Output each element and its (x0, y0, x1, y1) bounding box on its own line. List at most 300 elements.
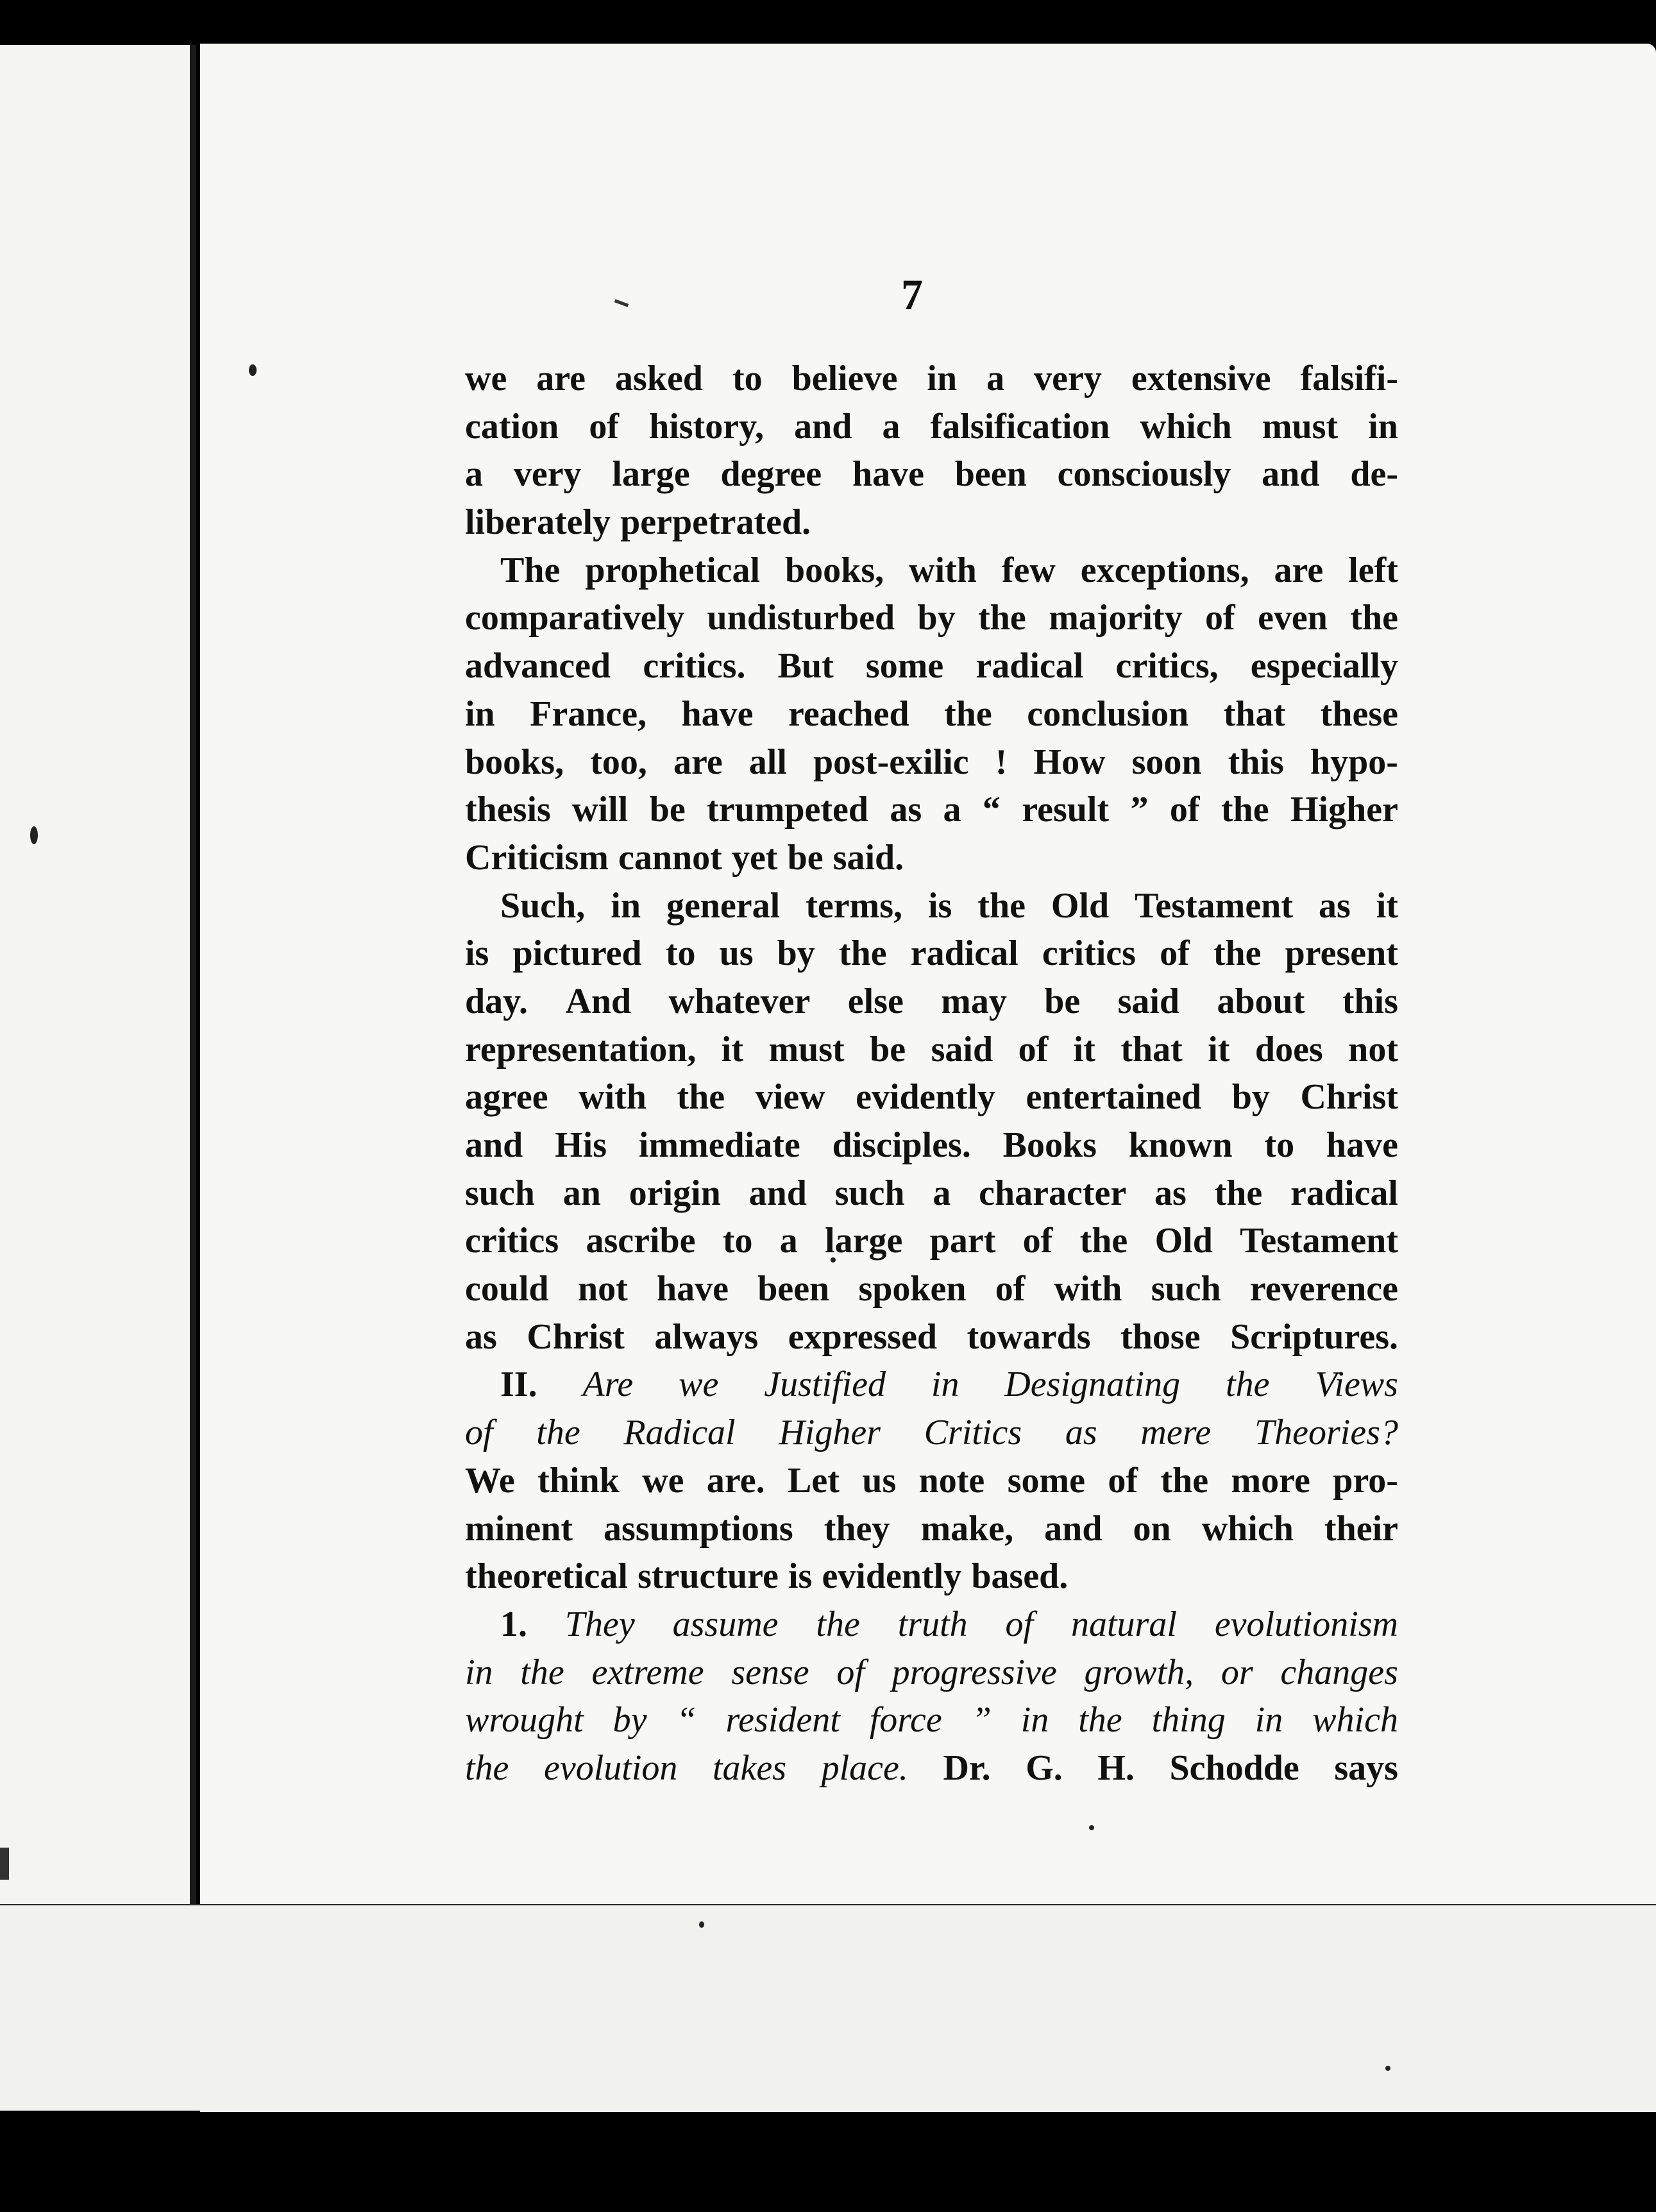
word: evidently (822, 1556, 962, 1597)
word: natural (1071, 1604, 1177, 1644)
word: books, (785, 550, 884, 590)
word: the (465, 1748, 509, 1788)
scan-speck (1089, 1825, 1094, 1830)
word: evolution (544, 1748, 678, 1788)
word: have (681, 693, 754, 734)
word: Are (582, 1365, 634, 1405)
word: character (979, 1173, 1127, 1213)
word: an (562, 1173, 601, 1213)
text-line (465, 355, 1398, 403)
word: ascribe (586, 1221, 696, 1261)
text-line (465, 882, 1398, 930)
word: thing (1151, 1700, 1226, 1740)
word: radical (976, 646, 1084, 686)
word: the (978, 598, 1026, 638)
word: pictured (512, 933, 642, 974)
word: as (1065, 1413, 1097, 1453)
word: could (465, 1269, 549, 1309)
word: with (1054, 1269, 1122, 1309)
word: those (1120, 1316, 1201, 1357)
word: to (665, 933, 696, 974)
word: and (748, 1173, 807, 1213)
word: some (865, 646, 944, 686)
word: by (777, 933, 815, 974)
word: Testament (1135, 885, 1293, 926)
word: Theories? (1255, 1413, 1398, 1453)
word: radical (1290, 1173, 1398, 1213)
word: prophetical (585, 550, 761, 590)
word: The (500, 550, 561, 590)
word: spoken (858, 1269, 967, 1309)
text-line (465, 547, 1398, 595)
word: pro- (1333, 1460, 1398, 1501)
text-line (465, 738, 1398, 787)
word: disciples. (832, 1125, 971, 1165)
word: that (1120, 1029, 1183, 1069)
word: said (1117, 981, 1180, 1021)
word: Testament (1240, 1221, 1398, 1261)
word: in (611, 885, 641, 926)
word: are (1274, 550, 1324, 590)
word: be (1044, 981, 1081, 1021)
word: the (1160, 1460, 1209, 1501)
word: immediate (638, 1125, 800, 1165)
word: H. (1097, 1748, 1135, 1788)
word: very (1034, 359, 1102, 398)
word: We (465, 1460, 515, 1501)
word: expressed (788, 1316, 938, 1357)
word: says (1334, 1748, 1398, 1788)
word: it (721, 1029, 744, 1069)
word: have (656, 1269, 729, 1309)
word: will (572, 790, 629, 830)
word: even (1258, 598, 1328, 638)
word: Scriptures. (1230, 1316, 1398, 1357)
word: His (555, 1125, 607, 1165)
word: which (1140, 406, 1232, 447)
word: post-exilic (813, 742, 969, 782)
word: they (824, 1508, 890, 1549)
word: wrought (465, 1700, 584, 1740)
word: assumptions (604, 1508, 793, 1549)
word: a (943, 790, 961, 830)
word: And (565, 981, 632, 1021)
word: France, (530, 693, 647, 734)
word: in (1255, 1700, 1283, 1740)
word: perpetrated. (620, 502, 811, 543)
text-line (465, 1026, 1398, 1074)
word: terms, (806, 885, 902, 926)
word: not (1348, 1029, 1398, 1069)
word: general (666, 885, 781, 926)
word: based. (971, 1556, 1069, 1597)
word: majority (1049, 598, 1183, 638)
word: which (1312, 1700, 1398, 1740)
word: II. (500, 1365, 537, 1405)
word: known (1128, 1125, 1233, 1165)
word: How (1033, 742, 1106, 782)
word: always (654, 1316, 759, 1357)
text-line (465, 1409, 1398, 1457)
word: of (995, 1269, 1026, 1309)
text-line (465, 690, 1398, 738)
word: us (719, 933, 754, 974)
word: the (944, 693, 992, 734)
word: is (788, 1556, 813, 1597)
word: and (1262, 454, 1320, 495)
word: thesis (465, 790, 551, 830)
word: by (917, 598, 956, 638)
word: Radical (623, 1413, 736, 1453)
word: as (1154, 1173, 1187, 1213)
scan-speck (249, 364, 257, 376)
word: comparatively (465, 598, 685, 638)
word: think (537, 1460, 620, 1501)
text-line (465, 1217, 1398, 1265)
scan-speck (1385, 2066, 1390, 2071)
word: of (1022, 1221, 1053, 1261)
word: be (787, 837, 824, 878)
word: mere (1140, 1413, 1212, 1453)
word: result (1022, 790, 1110, 830)
word: their (1324, 1508, 1398, 1549)
word: of (1108, 1460, 1138, 1501)
word: soon (1131, 742, 1202, 782)
word: Old (1154, 1221, 1213, 1261)
word: it (1376, 885, 1398, 926)
word: force (869, 1700, 942, 1740)
word: theoretical (465, 1556, 628, 1597)
book-gutter (190, 45, 196, 2111)
word: advanced (465, 646, 611, 686)
text-line (465, 1553, 1398, 1601)
word: too, (590, 742, 647, 782)
text-line (465, 1265, 1398, 1313)
word: critics. (643, 646, 746, 686)
word: changes (1280, 1652, 1398, 1692)
word: Schodde (1169, 1748, 1299, 1788)
word: a (933, 1173, 951, 1213)
word: it (1073, 1029, 1095, 1069)
word: in (1020, 1700, 1049, 1740)
word: progressive (891, 1652, 1057, 1692)
word: hypo- (1310, 742, 1398, 782)
paragraph (465, 547, 1398, 882)
word: are (673, 742, 723, 782)
scan-speck (30, 826, 38, 844)
paragraph (465, 882, 1398, 1361)
body-text (465, 355, 1398, 1792)
word: reached (788, 693, 909, 734)
word: Higher (1290, 790, 1398, 830)
word: view (755, 1077, 825, 1118)
word: we (642, 1460, 684, 1501)
text-line (465, 786, 1398, 834)
text-line (465, 642, 1398, 690)
word: very (513, 454, 582, 495)
word: some (1007, 1460, 1085, 1501)
word: as (890, 790, 922, 830)
text-line (465, 1313, 1398, 1361)
word: large (612, 454, 690, 495)
word: falsification (930, 406, 1110, 447)
word: said (931, 1029, 993, 1069)
word: be (649, 790, 686, 830)
paragraph (465, 355, 1398, 547)
word: evolutionism (1214, 1604, 1398, 1644)
text-line (465, 1121, 1398, 1170)
text-line (465, 1744, 1398, 1792)
text-line (465, 1601, 1398, 1649)
text-line (465, 594, 1398, 642)
word: evidently (856, 1077, 995, 1118)
word: in (927, 359, 958, 398)
word: of (589, 406, 619, 447)
text-line (465, 450, 1398, 498)
word: cation (465, 406, 559, 447)
word: cannot (618, 837, 722, 878)
word: a (779, 1221, 798, 1261)
word: Books (1002, 1125, 1097, 1165)
word: of (1204, 598, 1235, 638)
word: such (1151, 1269, 1221, 1309)
word: we (679, 1365, 719, 1405)
word: such (834, 1173, 905, 1213)
word: on (1133, 1508, 1171, 1549)
word: in (931, 1365, 959, 1405)
word: been (954, 454, 1027, 495)
word: the (977, 885, 1026, 926)
word: Christ (1300, 1077, 1398, 1118)
word: this (1342, 981, 1398, 1021)
word: of (836, 1652, 865, 1692)
word: that (1223, 693, 1286, 734)
word: especially (1250, 646, 1398, 686)
word: in (1368, 406, 1398, 447)
word: does (1255, 1029, 1323, 1069)
text-line (465, 1170, 1398, 1218)
word: or (1221, 1652, 1253, 1692)
word: which (1201, 1508, 1294, 1549)
word: asked (615, 359, 703, 398)
word: But (777, 646, 834, 686)
word: note (918, 1460, 985, 1501)
word: a (986, 359, 1005, 398)
word: degree (720, 454, 822, 495)
word: such (465, 1173, 535, 1213)
word: the (1226, 1365, 1270, 1405)
word: and (1044, 1508, 1103, 1549)
next-page-strip (0, 1905, 1656, 2111)
word: liberately (465, 502, 611, 543)
scan-speck (699, 1921, 704, 1928)
text-line (465, 978, 1398, 1026)
word: truth (897, 1604, 968, 1644)
word: said. (832, 837, 904, 878)
word: more (1231, 1460, 1310, 1501)
word: of (1160, 933, 1190, 974)
text-line (465, 1505, 1398, 1553)
word: whatever (668, 981, 811, 1021)
word: sense (731, 1652, 809, 1692)
word: by (1231, 1077, 1270, 1118)
word: 1. (500, 1604, 527, 1644)
word: minent (465, 1508, 573, 1549)
word: yet (731, 837, 778, 878)
text-line (465, 1073, 1398, 1121)
word: Let (788, 1460, 840, 1501)
word: as (465, 1316, 497, 1357)
word: structure (638, 1556, 779, 1597)
word: to (732, 359, 763, 398)
word: must (1262, 406, 1339, 447)
word: is (465, 933, 489, 974)
word: us (862, 1460, 897, 1501)
word: may (941, 981, 1007, 1021)
word: by (613, 1700, 647, 1740)
word: the (520, 1652, 564, 1692)
word: it (1208, 1029, 1230, 1069)
word: the (1213, 933, 1262, 974)
word: large (825, 1221, 903, 1261)
word: ! (995, 742, 1008, 782)
word: trumpeted (707, 790, 868, 830)
word: and (794, 406, 852, 447)
word: in (465, 693, 495, 734)
word: conclusion (1027, 693, 1189, 734)
word: resident (725, 1700, 840, 1740)
word: these (1320, 693, 1398, 734)
word: the (838, 933, 887, 974)
word: the (1079, 1221, 1128, 1261)
word: is (927, 885, 952, 926)
word: must (768, 1029, 845, 1069)
text-line (465, 1361, 1398, 1409)
word: history, (649, 406, 764, 447)
page-number: 7 (901, 270, 923, 319)
word: to (722, 1221, 753, 1261)
word: Christ (527, 1316, 625, 1357)
word: place. (821, 1748, 908, 1788)
word: the (1078, 1700, 1122, 1740)
word: with (909, 550, 977, 590)
word: exceptions, (1080, 550, 1249, 590)
word: in (465, 1652, 493, 1692)
word: part (929, 1221, 996, 1261)
word: origin (629, 1173, 721, 1213)
word: day. (465, 981, 528, 1021)
scan-mark (0, 1848, 9, 1880)
word: ” (971, 1700, 992, 1740)
word: Higher (779, 1413, 881, 1453)
text-line (465, 930, 1398, 978)
word: been (757, 1269, 830, 1309)
word: of (1018, 1029, 1049, 1069)
word: the (1214, 1173, 1263, 1213)
word: towards (967, 1316, 1091, 1357)
word: They (564, 1604, 635, 1644)
word: as (1318, 885, 1351, 926)
word: of (1169, 790, 1200, 830)
word: Critics (924, 1413, 1022, 1453)
word: the (1221, 790, 1269, 830)
word: we (465, 359, 507, 398)
word: ” (1130, 790, 1149, 830)
word: reverence (1249, 1269, 1398, 1309)
word: the (816, 1604, 860, 1644)
word: extreme (591, 1652, 704, 1692)
word: “ (676, 1700, 697, 1740)
word: undisturbed (707, 598, 895, 638)
text-line (465, 1649, 1398, 1697)
word: present (1285, 933, 1398, 974)
word: of (465, 1413, 493, 1453)
text-line (465, 1696, 1398, 1744)
word: and (465, 1125, 523, 1165)
previous-page-margin (0, 45, 192, 2111)
word: entertained (1026, 1077, 1202, 1118)
word: to (1264, 1125, 1295, 1165)
word: Old (1051, 885, 1110, 926)
word: Justified (764, 1365, 886, 1405)
text-line (465, 834, 1398, 882)
word: this (1228, 742, 1284, 782)
text-line (465, 498, 1398, 547)
word: radical (910, 933, 1018, 974)
word: left (1348, 550, 1398, 590)
word: critics, (1115, 646, 1219, 686)
word: consciously (1057, 454, 1231, 495)
word: representation, (465, 1029, 697, 1069)
word: Criticism (465, 837, 609, 878)
word: have (1326, 1125, 1398, 1165)
word: critics (1042, 933, 1136, 974)
word: assume (672, 1604, 779, 1644)
word: else (847, 981, 904, 1021)
word: G. (1026, 1748, 1063, 1788)
word: a (465, 454, 483, 495)
word: the (536, 1413, 580, 1453)
word: with (579, 1077, 646, 1118)
word: of (1005, 1604, 1034, 1644)
word: few (1001, 550, 1056, 590)
word: critics (465, 1221, 559, 1261)
word: Dr. (943, 1748, 991, 1788)
word: agree (465, 1077, 548, 1118)
word: Designating (1004, 1365, 1181, 1405)
word: make, (920, 1508, 1014, 1549)
word: all (748, 742, 787, 782)
word: de- (1350, 454, 1398, 495)
word: be (870, 1029, 906, 1069)
word: falsifi- (1300, 359, 1398, 398)
word: books, (465, 742, 564, 782)
word: the (677, 1077, 725, 1118)
paragraph (465, 1361, 1398, 1600)
word: a (882, 406, 900, 447)
word: Views (1315, 1365, 1398, 1405)
word: “ (982, 790, 1001, 830)
word: extensive (1131, 359, 1271, 398)
word: Such, (500, 885, 586, 926)
word: not (577, 1269, 628, 1309)
word: are (536, 359, 586, 398)
word: are. (706, 1460, 765, 1501)
text-line (465, 403, 1398, 451)
word: believe (791, 359, 898, 398)
word: growth, (1084, 1652, 1194, 1692)
paragraph (465, 1601, 1398, 1792)
